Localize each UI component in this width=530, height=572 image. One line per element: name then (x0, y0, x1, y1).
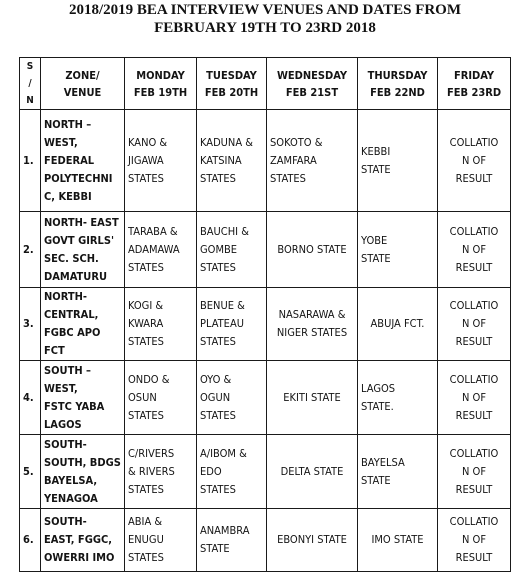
row-wednesday: DELTA STATE (267, 435, 358, 509)
row-friday: COLLATIO N OF RESULT (438, 110, 511, 212)
header-row (20, 58, 511, 110)
row-tuesday: ANAMBRA STATE (197, 509, 267, 572)
row-zone: NORTH- EAST GOVT GIRLS' SEC. SCH. DAMATURU (41, 212, 125, 288)
header-sn: S / N (20, 58, 41, 110)
title-line-1: 2018/2019 BEA INTERVIEW VENUES AND DATES FROM (68, 2, 462, 18)
row-wednesday: NASARAWA & NIGER STATES (267, 288, 358, 361)
header-monday: MONDAY FEB 19TH (125, 58, 197, 110)
row-sn: 5. (20, 435, 41, 509)
row-wednesday: SOKOTO & ZAMFARA STATES (267, 110, 358, 212)
row-monday: ABIA & ENUGU STATES (125, 509, 197, 572)
interview-schedule-table (19, 57, 511, 572)
row-zone: NORTH – WEST, FEDERAL POLYTECHNI C, KEBBI (41, 110, 125, 212)
row-friday: COLLATIO N OF RESULT (438, 361, 511, 435)
row-tuesday: BENUE & PLATEAU STATES (197, 288, 267, 361)
row-monday: KANO & JIGAWA STATES (125, 110, 197, 212)
table-row (20, 509, 511, 572)
row-monday: KOGI & KWARA STATES (125, 288, 197, 361)
row-sn: 4. (20, 361, 41, 435)
row-zone: SOUTH – WEST, FSTC YABA LAGOS (41, 361, 125, 435)
row-friday: COLLATIO N OF RESULT (438, 288, 511, 361)
row-tuesday: A/IBOM & EDO STATES (197, 435, 267, 509)
row-tuesday: OYO & OGUN STATES (197, 361, 267, 435)
header-thursday: THURSDAY FEB 22ND (358, 58, 438, 110)
row-thursday: BAYELSA STATE (358, 435, 438, 509)
header-friday: FRIDAY FEB 23RD (438, 58, 511, 110)
row-wednesday: EBONYI STATE (267, 509, 358, 572)
row-monday: TARABA & ADAMAWA STATES (125, 212, 197, 288)
row-zone: NORTH- CENTRAL, FGBC APO FCT (41, 288, 125, 361)
row-thursday: IMO STATE (358, 509, 438, 572)
title-line-2: FEBRUARY 19TH TO 23RD 2018 (154, 20, 376, 36)
table-row (20, 212, 511, 288)
row-tuesday: KADUNA & KATSINA STATES (197, 110, 267, 212)
row-sn: 1. (20, 110, 41, 212)
row-monday: C/RIVERS & RIVERS STATES (125, 435, 197, 509)
row-sn: 6. (20, 509, 41, 572)
header-wednesday: WEDNESDAY FEB 21ST (267, 58, 358, 110)
row-thursday: LAGOS STATE. (358, 361, 438, 435)
table-row (20, 288, 511, 361)
row-sn: 3. (20, 288, 41, 361)
row-sn: 2. (20, 212, 41, 288)
row-tuesday: BAUCHI & GOMBE STATES (197, 212, 267, 288)
header-zone-venue: ZONE/ VENUE (41, 58, 125, 110)
table-row (20, 110, 511, 212)
row-thursday: KEBBI STATE (358, 110, 438, 212)
header-tuesday: TUESDAY FEB 20TH (197, 58, 267, 110)
table-row (20, 435, 511, 509)
row-zone: SOUTH- EAST, FGGC, OWERRI IMO (41, 509, 125, 572)
row-wednesday: BORNO STATE (267, 212, 358, 288)
row-wednesday: EKITI STATE (267, 361, 358, 435)
table-row (20, 361, 511, 435)
row-friday: COLLATIO N OF RESULT (438, 435, 511, 509)
row-zone: SOUTH- SOUTH, BDGS BAYELSA, YENAGOA (41, 435, 125, 509)
row-friday: COLLATIO N OF RESULT (438, 509, 511, 572)
row-monday: ONDO & OSUN STATES (125, 361, 197, 435)
row-thursday: YOBE STATE (358, 212, 438, 288)
row-friday: COLLATIO N OF RESULT (438, 212, 511, 288)
row-thursday: ABUJA FCT. (358, 288, 438, 361)
document-title (0, 1, 530, 37)
